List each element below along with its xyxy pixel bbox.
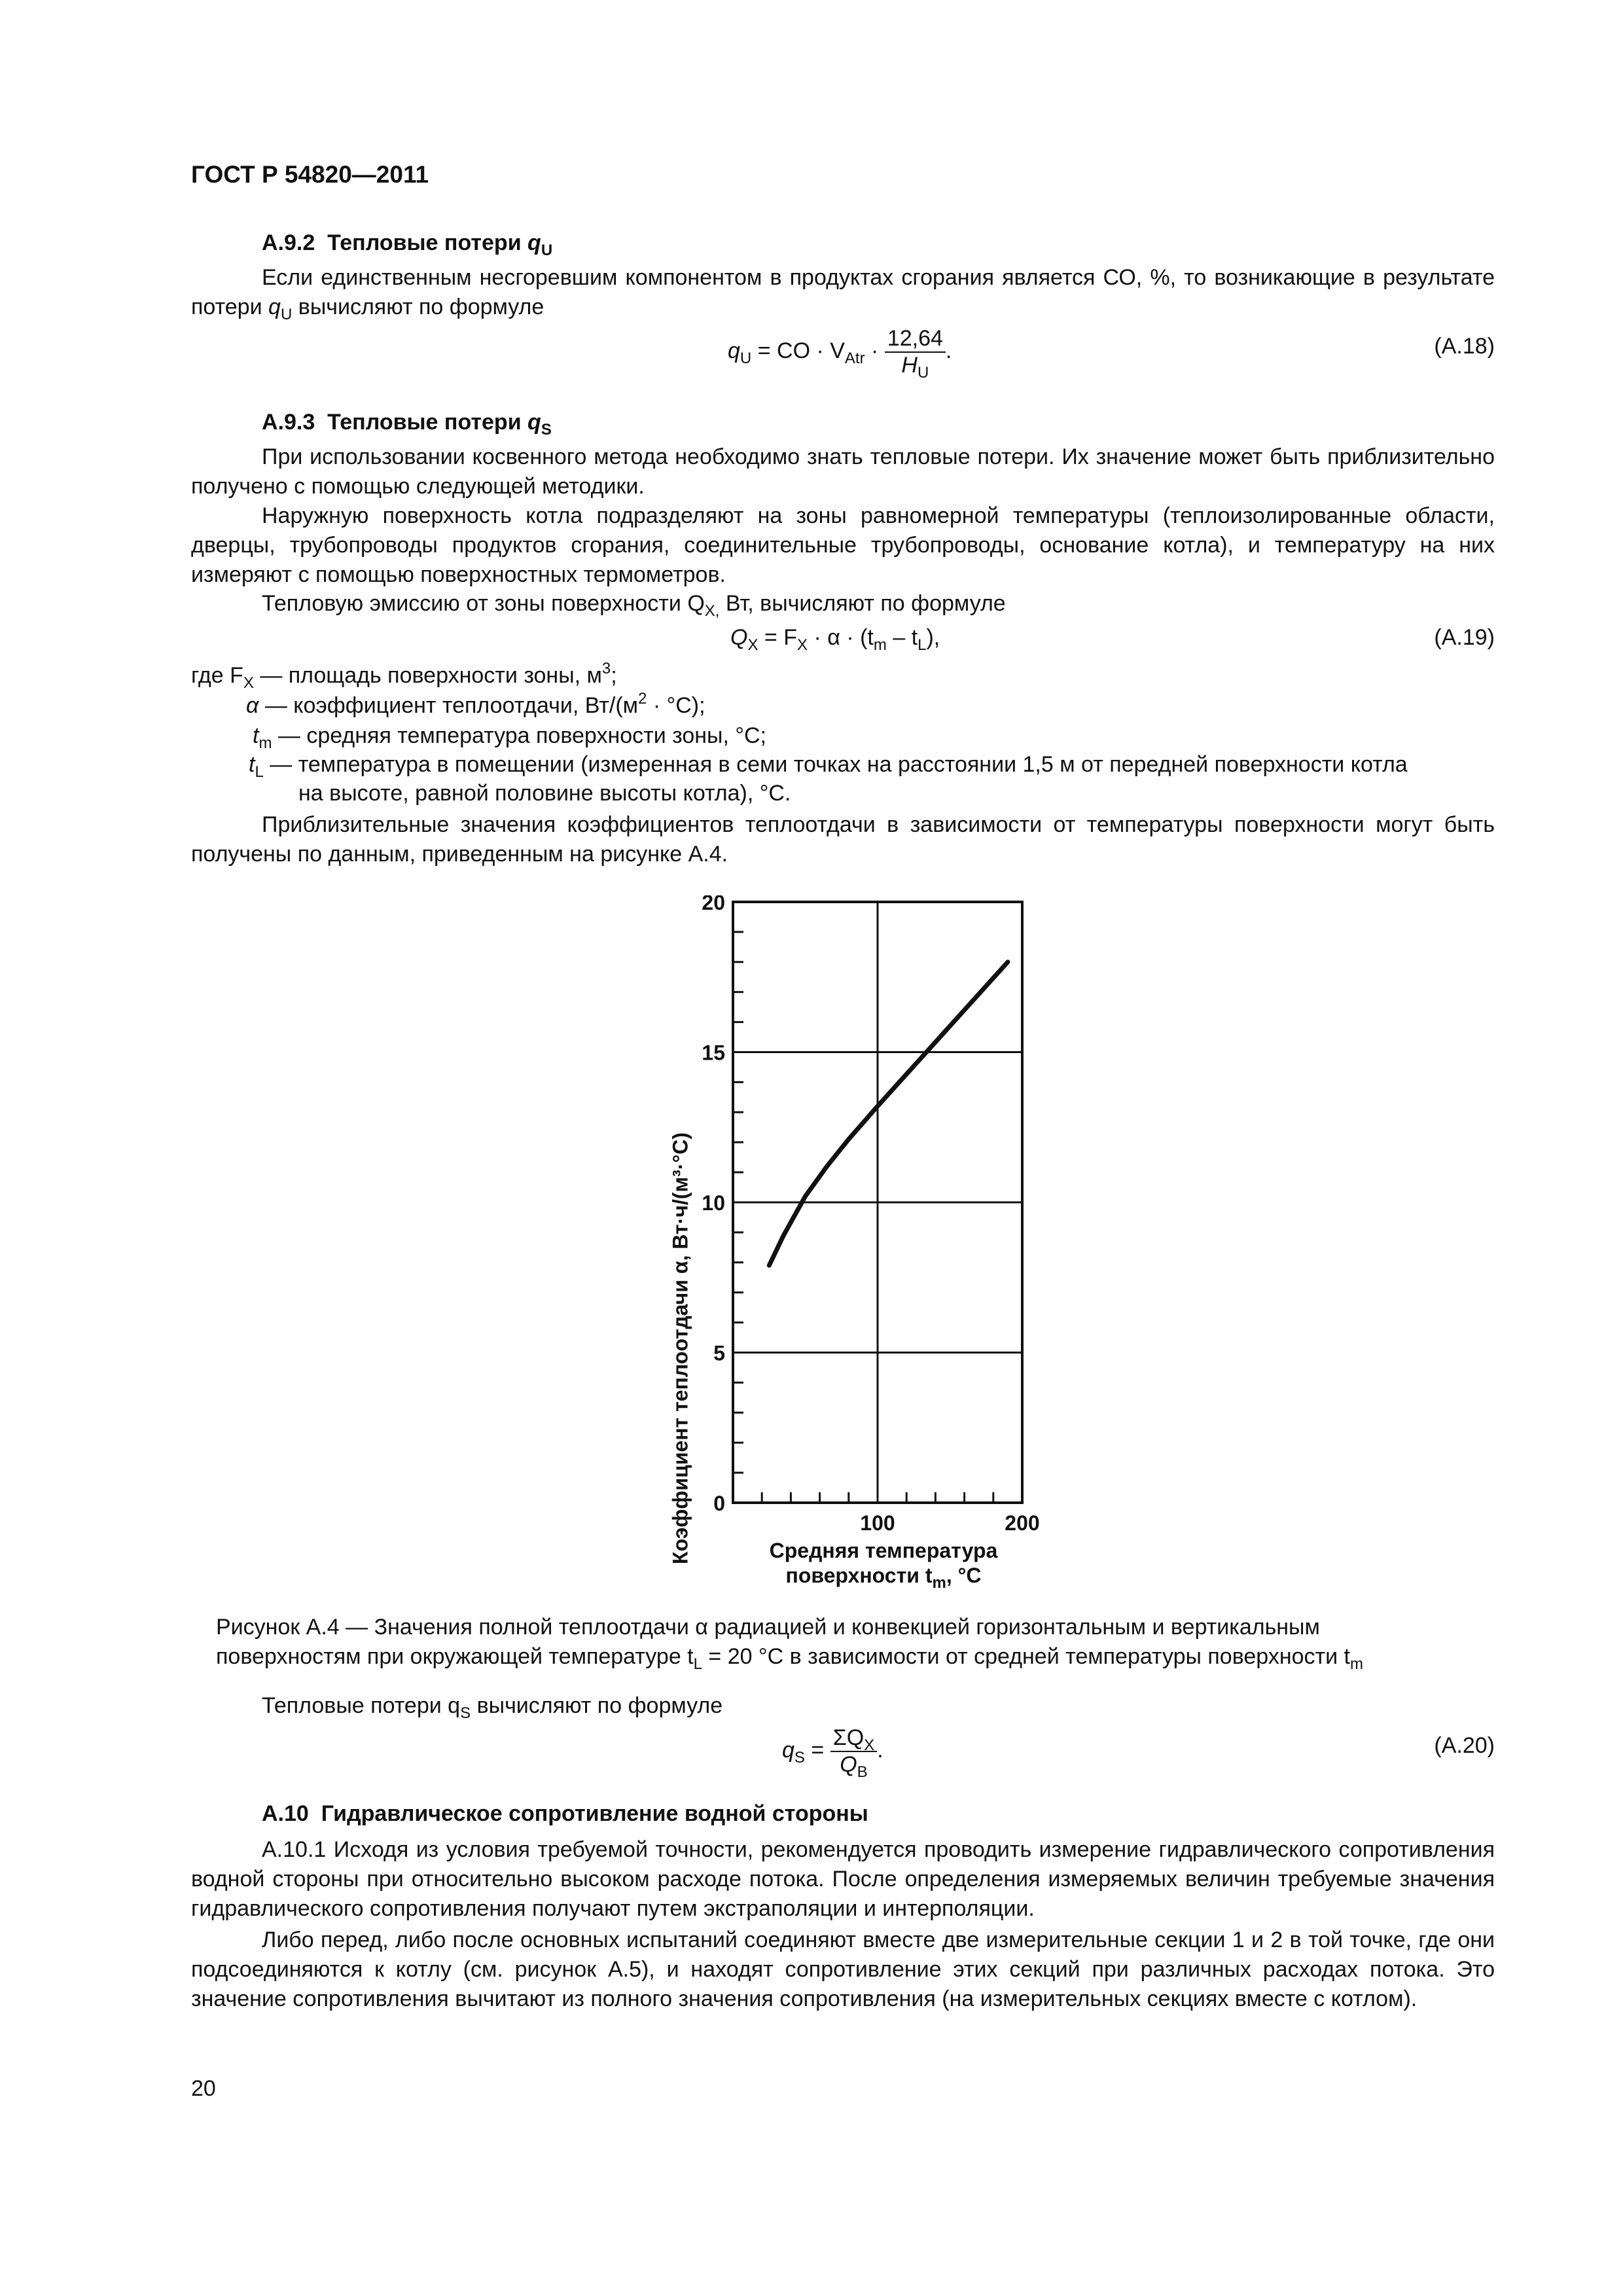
chart-y-tick-label: 5 — [713, 1341, 725, 1365]
paragraph-a93-4: Приблизительные значения коэффициентов теплоотдачи в зависимости от температуры поверхности могут быть получены по данным, приведенным на рисунке А.4. — [191, 812, 1495, 867]
chart-series-line — [769, 962, 1008, 1266]
chart-y-tick-label: 15 — [702, 1041, 725, 1065]
chart-y-tick-label: 10 — [702, 1191, 725, 1215]
page-number: 20 — [191, 2076, 216, 2101]
paragraph-qs: Тепловые потери $q_S$ вычисляют по формуле — [262, 1693, 723, 1722]
section-heading-a92: А.9.2 Тепловые потери $q_U$ — [262, 230, 553, 259]
definition-alpha: α — коэффициент теплоотдачи, $Вт/(м^2 \cdot ^\circ С)$; — [246, 690, 705, 718]
chart-figure-a4 — [641, 895, 1060, 1602]
chart-x-tick-label: 200 — [1005, 1511, 1040, 1535]
paragraph-a10-2: Либо перед, либо после основных испытаний соединяют вместе две измерительные секции 1 и 2 в той точке, где они подсоединяются к котлу (см. рисунок А.5), и находят сопротивление этих секций при различных расходах потока. Это значение сопротивления вычитают из полного значения сопротивления (на измерительных секциях вместе с котлом). — [191, 1928, 1495, 2011]
document-header: ГОСТ Р 54820—2011 — [191, 161, 429, 188]
equation-a20: $q_S$ = $\frac{\Sigma Q_X}{Q_B}$ . — [782, 1725, 883, 1781]
paragraph-a93-3: Тепловую эмиссию от зоны поверхности $Q_{X,}$ Вт, вычисляют по формуле — [262, 591, 1006, 620]
paragraph-a93-2: Наружную поверхность котла подразделяют на зоны равномерной температуры (теплоизолированные области, дверцы, трубопроводы продуктов сгорания, соединительные трубопроводы, основание котла), и температуру на них измеряют с помощью поверхностных термометров. — [191, 503, 1495, 587]
equation-number-a20: (A.20) — [1434, 1733, 1495, 1758]
figure-caption: Рисунок А.4 — Значения полной теплоотдачи α радиацией и конвекцией горизонтальным и вертикальным поверхностям при окружающей температуре $t_L = 20$ °С в зависимости от средней температуры поверхности $t_m$ — [216, 1615, 1363, 1673]
section-heading-a93: А.9.3 Тепловые потери $q_S$ — [262, 410, 552, 439]
paragraph-a92: Если единственным несгоревшим компонентом в продуктах сгорания является СО, %, то возникающие в результате потери $q_U$ вычисляют по формуле — [191, 265, 1495, 323]
chart-x-axis-label: Средняя температура поверхности $t_m$, °С — [769, 1539, 998, 1592]
chart-x-tick-label: 100 — [860, 1511, 895, 1535]
equation-number-a18: (A.18) — [1434, 334, 1495, 359]
equation-a19: $Q_X = F_X \cdot \alpha \cdot (t_m - t_L)$, — [730, 625, 940, 654]
fraction: $\frac{12,64}{H_U}$ — [885, 326, 946, 378]
definition-tm: $t_m$ — средняя температура поверхности зоны, °С; — [253, 723, 766, 752]
definition-tl-continuation: на высоте, равной половине высоты котла), °С. — [298, 781, 791, 806]
definition-tl: $t_L$ — температура в помещении (измеренная в семи точках на расстоянии 1,5 м от передней поверхности котла — [249, 752, 1408, 781]
fraction: $\frac{\Sigma Q_X}{Q_B}$ — [830, 1725, 877, 1778]
chart-y-tick-label: 20 — [702, 895, 725, 914]
definition-fx: где $F_X$ — площадь поверхности зоны, $м^3$; — [191, 660, 617, 692]
section-heading-a10: А.10 Гидравлическое сопротивление водной стороны — [262, 1801, 868, 1826]
chart-y-axis-label: Коэффициент теплоотдачи α, Вт·ч/(м³·°С) — [668, 1132, 692, 1564]
equation-a18: $q_U$ = CO · $V_{Atr}$ · $\frac{12,64}{H_U}$ . — [728, 326, 952, 382]
equation-number-a19: (A.19) — [1434, 625, 1495, 650]
chart-y-axis-label-wrap — [661, 1132, 700, 1564]
paragraph-a93-1: При использовании косвенного метода необходимо знать тепловые потери. Их значение может быть приблизительно получено с помощью следующей методики. — [191, 444, 1495, 499]
paragraph-a10-1: А.10.1 Исходя из условия требуемой точности, рекомендуется проводить измерение гидравлического сопротивления водной стороны при относительно высоком расходе потока. После определения измеряемых величин требуемые значения гидравлического сопротивления получают путем экстраполяции и интерполяции. — [191, 1837, 1495, 1921]
chart-y-tick-label: 0 — [713, 1492, 725, 1515]
